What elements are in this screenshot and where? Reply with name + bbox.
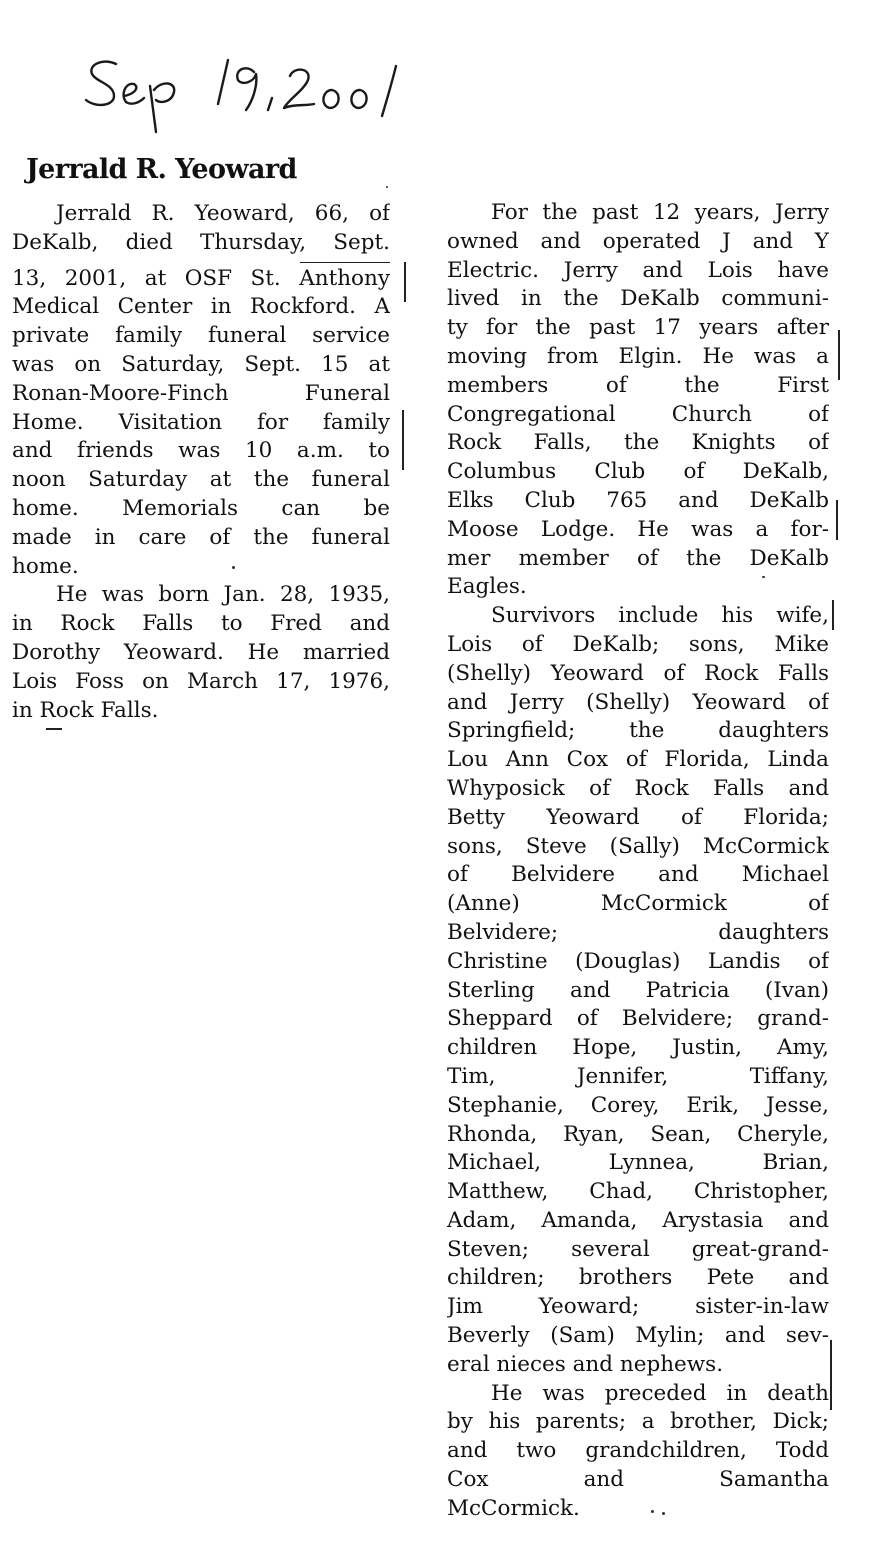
text-line: (Anne) McCormick of <box>447 891 829 917</box>
text-line: Cox and Samantha <box>447 1467 829 1493</box>
text-line: He was born Jan. 28, 1935, <box>56 582 390 608</box>
paragraph-birth-marriage <box>12 581 390 725</box>
text-line: DeKalb, died Thursday, Sept. <box>12 229 390 255</box>
clipping-edge-mark <box>404 262 406 302</box>
scan-speck <box>386 186 388 188</box>
text-line: in Rock Falls to Fred and <box>12 611 390 637</box>
handwritten-date <box>78 52 408 147</box>
text-line: Stephanie, Corey, Erik, Jesse, <box>447 1092 829 1118</box>
text-line: Eagles. <box>447 574 527 600</box>
text-line: children; brothers Pete and <box>447 1265 829 1291</box>
text-line: home. Memorials can be <box>12 495 390 521</box>
clipping-edge-mark <box>830 1340 832 1410</box>
text-line: and friends was 10 a.m. to <box>12 438 390 464</box>
text-line: Congregational Church of <box>447 401 829 427</box>
text-line: Jerrald R. Yeoward, 66, of <box>56 201 390 226</box>
text-line: Sterling and Patricia (Ivan) <box>447 977 829 1003</box>
text-line: Matthew, Chad, Christopher, <box>447 1179 829 1205</box>
text-line: For the past 12 years, Jerry <box>491 200 829 225</box>
text-line: Lois of DeKalb; sons, Mike <box>447 631 829 657</box>
text-line: Beverly (Sam) Mylin; and sev- <box>447 1323 829 1349</box>
text-line: lived in the DeKalb communi- <box>447 286 829 312</box>
text-line: home. <box>12 553 79 579</box>
text-line: Medical Center in Rockford. A <box>12 294 390 320</box>
text-line: Elks Club 765 and DeKalb <box>447 487 829 513</box>
text-line: Lou Ann Cox of Florida, Linda <box>447 747 829 773</box>
text-line: was on Saturday, Sept. 15 at <box>12 351 390 377</box>
text-line: private family funeral service <box>12 323 390 349</box>
text-line: 13, 2001, at OSF St. Anthony <box>12 265 390 291</box>
text-line: mer member of the DeKalb <box>447 545 829 571</box>
clipping-edge-mark <box>836 500 838 540</box>
text-line: Home. Visitation for family <box>12 409 390 435</box>
clipping-edge-mark <box>838 330 840 380</box>
text-line: Columbus Club of DeKalb, <box>447 459 829 485</box>
text-line: noon Saturday at the funeral <box>12 467 390 493</box>
text-line: (Shelly) Yeoward of Rock Falls <box>447 660 829 686</box>
clipping-edge-mark <box>402 410 404 470</box>
text-line: Moose Lodge. He was a for- <box>447 516 829 542</box>
left-column <box>12 200 390 725</box>
paragraph-death-notice <box>12 200 390 581</box>
text-line: He was preceded in death <box>491 1380 829 1406</box>
right-column <box>447 199 829 1524</box>
text-line: Michael, Lynnea, Brian, <box>447 1150 829 1176</box>
text-line: Belvidere; daughters <box>447 919 829 945</box>
text-line: and Jerry (Shelly) Yeoward of <box>447 689 829 715</box>
text-line: owned and operated J and Y <box>447 228 829 254</box>
text-line: moving from Elgin. He was a <box>447 343 829 369</box>
text-line: children Hope, Justin, Amy, <box>447 1035 829 1061</box>
text-line: Dorothy Yeoward. He married <box>12 639 390 665</box>
text-line: made in care of the funeral <box>12 524 390 550</box>
text-line: Rhonda, Ryan, Sean, Cheryle, <box>447 1121 829 1147</box>
text-line: of Belvidere and Michael <box>447 862 829 888</box>
text-line: Survivors include his wife, <box>491 603 829 629</box>
obituary-headline: Jerrald R. Yeoward <box>26 154 297 185</box>
paragraph-preceded-in-death <box>447 1380 829 1524</box>
text-line: Jim Yeoward; sister-in-law <box>447 1294 829 1320</box>
text-line: Steven; several great-grand- <box>447 1236 829 1262</box>
scan-speck <box>662 1512 665 1515</box>
scan-speck <box>762 576 765 578</box>
text-line: Betty Yeoward of Florida; <box>447 804 829 830</box>
text-line: Springfield; the daughters <box>447 718 829 744</box>
text-line: eral nieces and nephews. <box>447 1351 724 1377</box>
text-line: and two grandchildren, Todd <box>447 1438 829 1464</box>
text-line: Tim, Jennifer, Tiffany, <box>447 1063 829 1089</box>
text-line: in Rock Falls. <box>12 697 159 723</box>
text-line: Christine (Douglas) Landis of <box>447 948 829 974</box>
scan-speck <box>651 1510 654 1513</box>
text-line: members of the First <box>447 372 829 398</box>
text-line: ty for the past 17 years after <box>447 315 829 341</box>
clipping-edge-mark <box>300 262 390 263</box>
clipping-edge-mark <box>46 728 62 730</box>
text-line: Electric. Jerry and Lois have <box>447 257 829 283</box>
text-line: McCormick. <box>447 1495 580 1521</box>
text-line: sons, Steve (Sally) McCormick <box>447 833 829 859</box>
paragraph-career-memberships <box>447 199 829 602</box>
text-line: Ronan-Moore-Finch Funeral <box>12 380 390 406</box>
paragraph-survivors <box>447 602 829 1380</box>
text-line: Sheppard of Belvidere; grand- <box>447 1006 829 1032</box>
text-line: by his parents; a brother, Dick; <box>447 1409 829 1435</box>
text-line: Adam, Amanda, Arystasia and <box>447 1207 829 1233</box>
clipping-edge-mark <box>832 600 834 630</box>
text-line: Lois Foss on March 17, 1976, <box>12 668 390 694</box>
text-line: Whyposick of Rock Falls and <box>447 775 829 801</box>
text-line: Rock Falls, the Knights of <box>447 430 829 456</box>
scan-speck <box>232 566 235 569</box>
